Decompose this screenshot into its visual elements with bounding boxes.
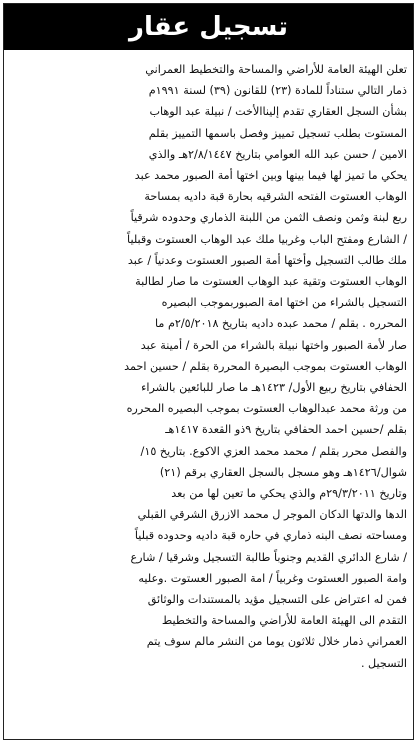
notice-header [4, 4, 413, 50]
notice-line: المستوت بطلب تسجيل تمييز وفصل باسمها التمييز بقلم [148, 126, 407, 140]
notice-line: الدها والدتها الدكان الموجر ل محمد الازرق الشرقي القبلي [137, 508, 407, 522]
notice-line: وامة الصبور العستوت وغربياً / امة الصبور العستوت .وعليه [138, 571, 407, 585]
notice-body [10, 59, 407, 735]
notice-line: / الشارع ومفتح الباب وغربيا ملك عبد الوهاب العستوت وقبلياً [127, 232, 407, 246]
notice-line: ومساحته نصف البنه ذماري في حاره قبة داديه وحدوده قبلياً [134, 529, 407, 543]
notice-line: ملك طالب التسجيل وأختها أمة الصبور العستوت وعدنياً / عبد [127, 253, 407, 267]
notice-line: الوهاب العستوت بموجب البصيرة المحررة بقلم / حسين احمد [124, 359, 407, 373]
notice-title: تسجيل عقار [128, 12, 289, 42]
notice-line: وتاريخ ٢٩/٣/٢٠١١م والذي يحكي ما تعين لها من بعد [171, 487, 407, 501]
notice-line: التسجيل بالشراء من اختها امة الصبوربموجب البصيره [161, 296, 407, 310]
notice-line: التسجيل . [360, 656, 407, 670]
notice-line: الامين / حسن عبد الله العوامي بتاريخ ٢/٨/١٤٤٧هـ والذي [148, 147, 407, 161]
notice-line: تعلن الهيئة العامة للأراضي والمساحة والتخطيط العمراني [145, 63, 407, 76]
notice-line: ربع لبنة وثمن ونصف الثمن من اللبنة الذماري وحدوده شرقياً [130, 211, 407, 225]
notice-line: / شارع الدائري القديم وجنوباً طالبة التسجيل وشرقيا / شارع [130, 550, 407, 564]
notice-line: والفصل محرر بقلم / محمد محمد العزي الاكوع. بتاريخ ١٥/ [140, 444, 407, 458]
notice-line: فمن له اعتراض على التسجيل مؤيد بالمستندات والوثائق [147, 593, 407, 607]
property-registration-notice [3, 3, 414, 740]
notice-line: بشأن السجل العقاري تقدم إليناالأخت / نبيلة عبد الوهاب [149, 105, 407, 119]
notice-line: المحرره . بقلم / محمد عبده داديه بتاريخ ٢/٥/٢٠١٨م ما [155, 317, 407, 331]
notice-line: ذمار التالي ستناداً للمادة (٢٣) للقانون (٣٩) لسنة ١٩٩١م [148, 84, 407, 98]
notice-line: الوهاب العستوت وتقية عبد الوهاب العستوت ما صار لطالبة [135, 275, 407, 289]
notice-line: بقلم /حسين احمد الحفافي بتاريخ ٩ذو القعدة ١٤١٧هـ [165, 423, 407, 437]
notice-line: التقدم الى الهيئة العامة للأراضي والمساحة والتخطيط [161, 614, 407, 628]
notice-line: شوال/١٤٢٦هـ وهو مسجل بالسجل العقاري برقم (٢١) [159, 465, 407, 479]
notice-line: الحفافي بتاريخ ربيع الأول/ ١٤٢٣هـ ما صار للبائعين بالشراء [141, 381, 407, 395]
notice-line: الوهاب العستوت الفتحه الشرقيه بحارة قبة داديه بمساحة [144, 190, 407, 204]
notice-line: صار لأمة الصبور واختها نبيلة بالشراء من الحرة / أمينة عبد [140, 338, 407, 352]
notice-line: من ورثة محمد عبدالوهاب العستوت بموجب البصيره المحرره [126, 402, 407, 416]
notice-line: يحكي ما تميز لها فيما بينها وبين اختها أمة الصبور محمد عبد [134, 169, 407, 183]
notice-line: العمراني ذمار خلال ثلاثون يوما من النشر مالم سوف يتم [146, 635, 407, 649]
